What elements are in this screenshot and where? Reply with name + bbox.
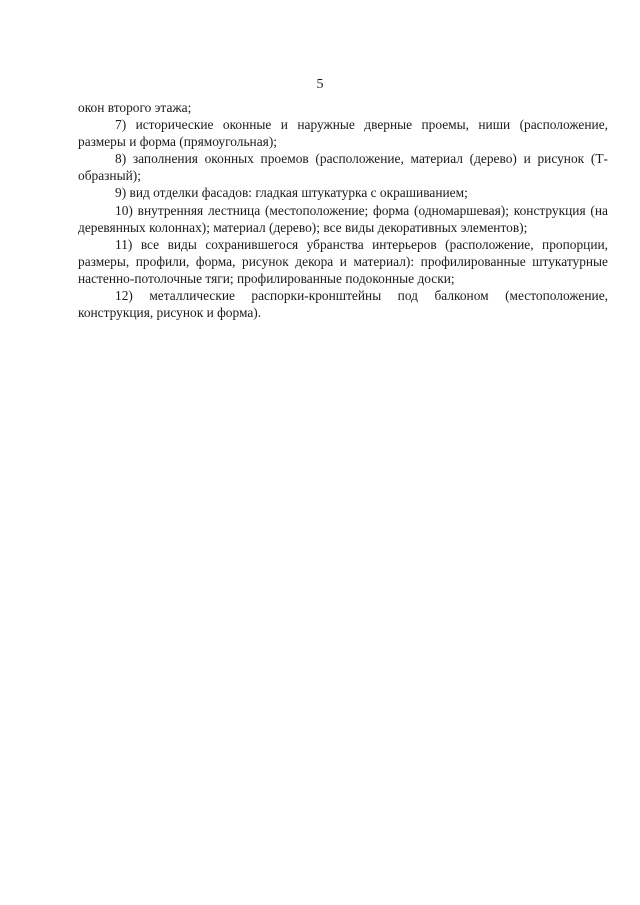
paragraph-item-9: 9) вид отделки фасадов: гладкая штукатурка с окрашиванием; <box>115 185 468 201</box>
paragraph-item-12: 12) металлические распорки-кронштейны под балконом (местоположение, конструкция, рисунок и форма). <box>78 288 608 321</box>
paragraph-item-8: 8) заполнения оконных проемов (расположение, материал (дерево) и рисунок (Т-образный); <box>78 151 608 184</box>
paragraph-item-10: 10) внутренняя лестница (местоположение; форма (одномаршевая); конструкция (на деревянных колоннах); материал (дерево); все виды декоративных элементов); <box>78 202 608 235</box>
paragraph-item-7: 7) исторические оконные и наружные дверные проемы, ниши (расположение, размеры и форма (прямоугольная); <box>78 117 608 150</box>
paragraph-item-11: 11) все виды сохранившегося убранства интерьеров (расположение, пропорции, размеры, профили, форма, рисунок декора и материал): профилированные штукатурные настенно-потолочные тяги; профилированные подоконные доски; <box>78 236 608 286</box>
paragraph-continuation: окон второго этажа; <box>78 100 192 115</box>
document-body <box>78 99 608 321</box>
page-number: 5 <box>316 77 324 92</box>
